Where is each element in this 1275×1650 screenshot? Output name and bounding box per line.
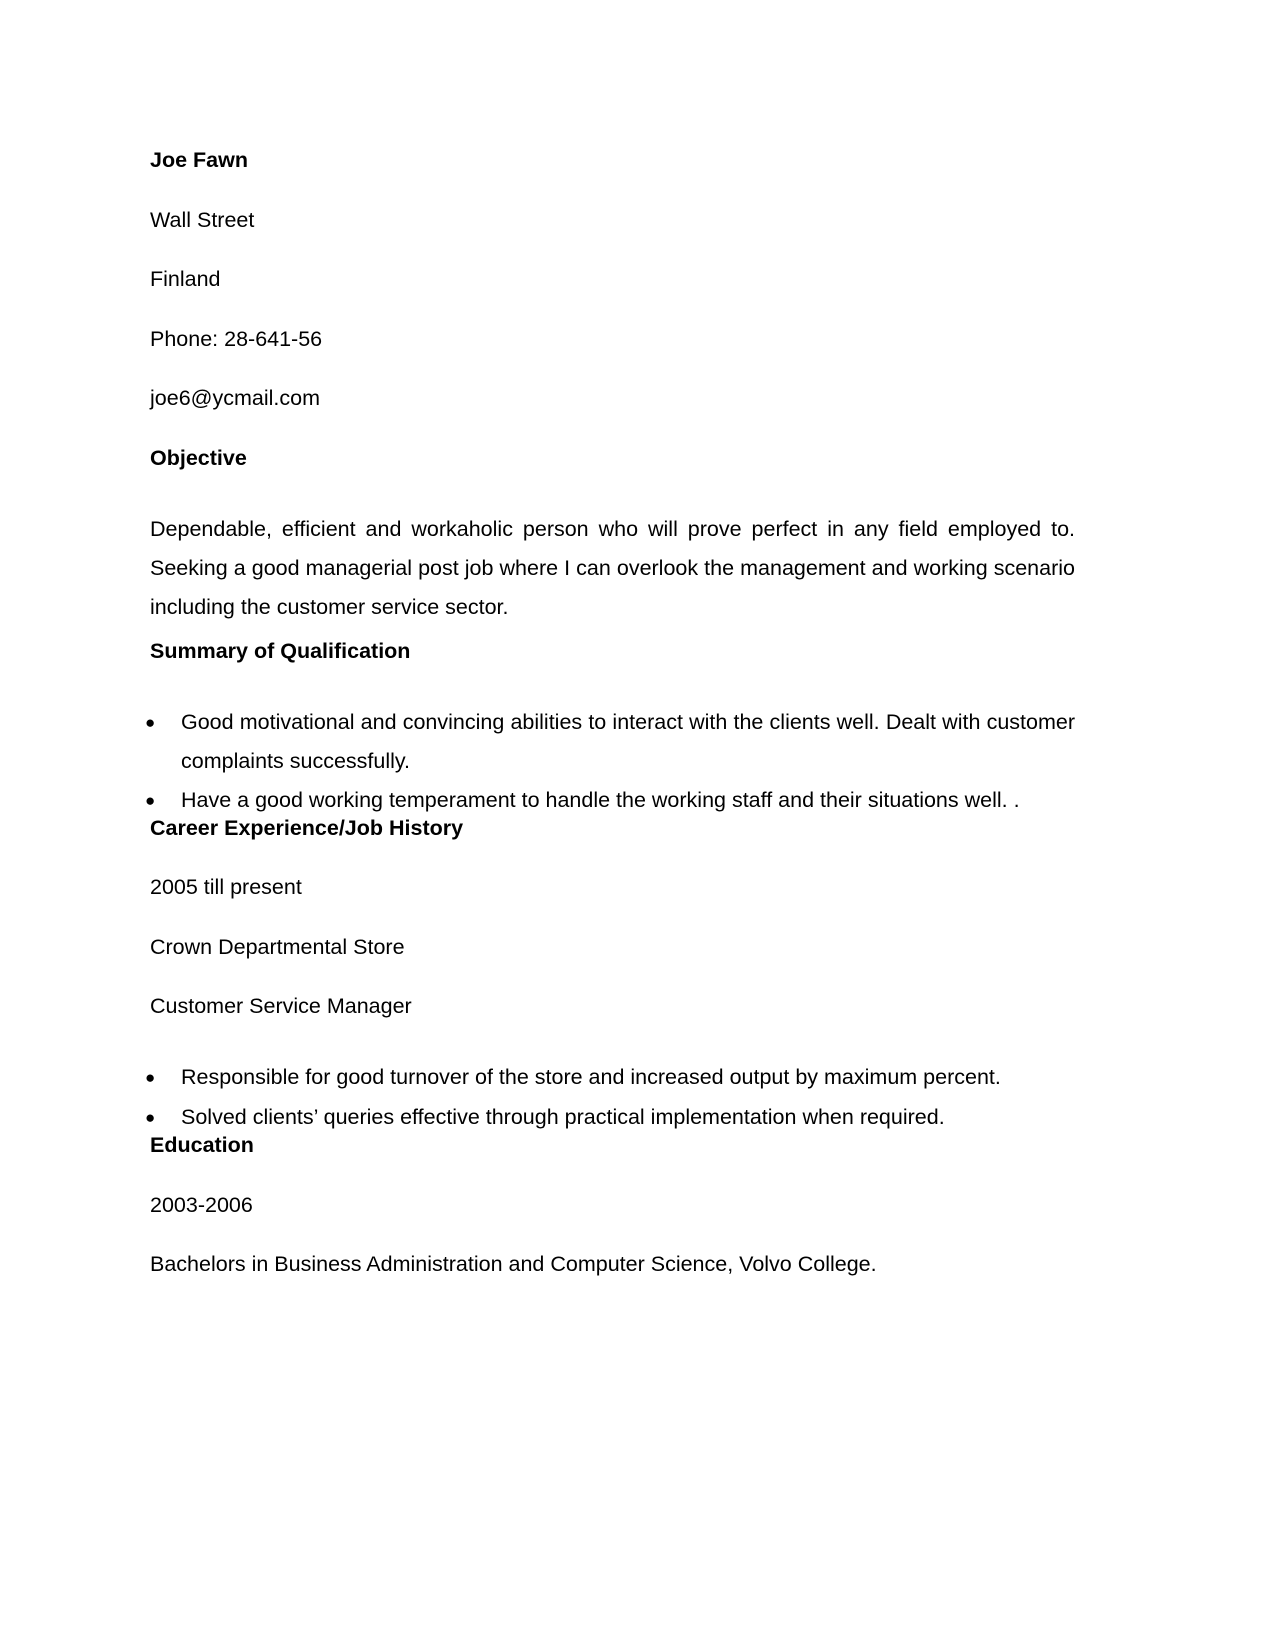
education-degree: Bachelors in Business Administration and Computer Science, Volvo College. [150, 1252, 877, 1276]
career-item-text: Solved clients’ queries effective through practical implementation when required. [181, 1105, 945, 1129]
career-item [145, 1058, 1075, 1097]
address-line-2: Finland [150, 267, 221, 291]
qualification-item-text: Good motivational and convincing abilities to interact with the clients well. Dealt with customer complaints successfully. [181, 710, 1075, 773]
job-period: 2005 till present [150, 875, 302, 899]
email-address: joe6@ycmail.com [150, 386, 320, 410]
qualifications-heading: Summary of Qualification [150, 639, 411, 663]
bullet-icon: ● [145, 1108, 156, 1127]
career-item [145, 1098, 1075, 1137]
career-heading: Career Experience/Job History [150, 816, 464, 840]
job-title: Customer Service Manager [150, 994, 412, 1018]
education-heading: Education [150, 1133, 254, 1157]
objective-heading: Objective [150, 446, 247, 470]
bullet-icon: ● [145, 713, 156, 732]
qualification-item [145, 703, 1075, 781]
objective-text: Dependable, efficient and workaholic person who will prove perfect in any field employed to. Seeking a good managerial post job where I can overlook the management and working scenario including the customer service sector. [150, 517, 1075, 619]
address-line-1: Wall Street [150, 208, 255, 232]
education-period: 2003-2006 [150, 1193, 253, 1217]
applicant-name: Joe Fawn [150, 148, 248, 172]
phone-number: Phone: 28-641-56 [150, 327, 323, 351]
bullet-icon: ● [145, 1068, 156, 1087]
qualification-item-text: Have a good working temperament to handle the working staff and their situations well. . [181, 788, 1020, 812]
employer-name: Crown Departmental Store [150, 935, 405, 959]
career-item-text: Responsible for good turnover of the store and increased output by maximum percent. [181, 1065, 1001, 1089]
bullet-icon: ● [145, 791, 156, 810]
